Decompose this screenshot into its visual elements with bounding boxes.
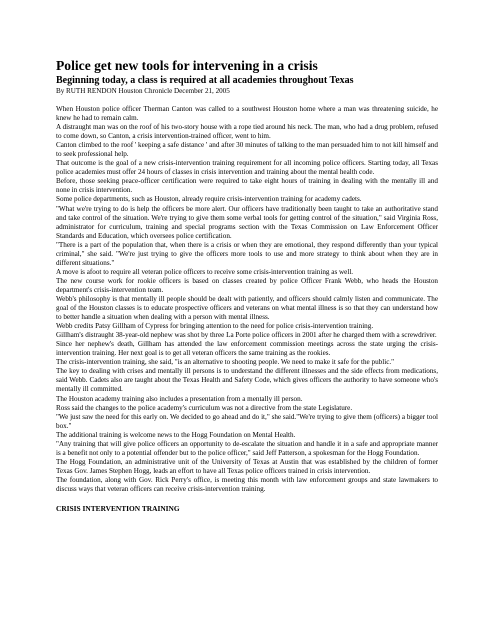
paragraph: Ross said the changes to the police academy's curriculum was not a directive from the state Legislature. [56, 403, 353, 412]
paragraph: Gillham's distraught 38-year-old nephew was shot by three La Porte police officers in 2001 after he charged them with a screwdriver. [56, 331, 437, 340]
headline: Police get new tools for intervening in a crisis [56, 58, 318, 73]
paragraph: Some police departments, such as Houston, already require crisis-intervention training for academy cadets. [56, 195, 362, 204]
paragraph: "Any training that will give police officers an opportunity to de-escalate the situation and handle it in a safe and appropriate manner is a benefit not only to a potential offender but to the police officer," said Jeff Patterson, a spokesman for the Hogg Foundation. [56, 439, 438, 457]
paragraph: The crisis-intervention training, she said, "is an alternative to shooting people. We need to make it safe for the public." [56, 358, 395, 367]
paragraph: A move is afoot to require all veteran police officers to receive some crisis-intervention training as well. [56, 267, 354, 276]
section-heading: CRISIS INTERVENTION TRAINING [56, 504, 180, 514]
paragraph: When Houston police officer Therman Canton was called to a southwest Houston home where a man was threatening suicide, he knew he had to remain calm. [56, 105, 438, 123]
paragraph: Since her nephew's death, Gillham has attended the law enforcement commission meetings across the state urging the crisis-intervention training. Her next goal is to get all veteran officers the same training as the rookies. [56, 340, 438, 358]
paragraph: That outcome is the goal of a new crisis-intervention training requirement for all incoming police officers. Starting today, all Texas police academies must offer 24 hours of classes in crisis intervention and training about the mental health code. [56, 159, 438, 177]
paragraph: Before, those seeking peace-officer certification were required to take eight hours of training in dealing with the mentally ill and none in crisis intervention. [56, 177, 438, 195]
paragraph: The additional training is welcome news to the Hogg Foundation on Mental Health. [56, 430, 296, 439]
subheadline: Beginning today, a class is required at all academies throughout Texas [56, 75, 354, 86]
paragraph: The Houston academy training also includes a presentation from a mentally ill person. [56, 394, 303, 403]
paragraph: The foundation, along with Gov. Rick Perry's office, is meeting this month with law enforcement groups and state lawmakers to discuss ways that veteran officers can receive crisis-intervention training. [56, 475, 438, 493]
byline: By RUTH RENDON Houston Chronicle December 21, 2005 [56, 87, 230, 95]
paragraph: The key to dealing with crises and mentally ill persons is to understand the different illnesses and the side effects from medications, said Webb. Cadets also are taught about the Texas Health and Safety Code, which gives officers the authority to have someone who's mentally ill committed. [56, 367, 438, 394]
paragraph: "We just saw the need for this early on. We decided to go ahead and do it," she said."We're trying to give them (officers) a bigger tool box." [56, 412, 438, 430]
paragraph: Canton climbed to the roof ' keeping a safe distance ' and after 30 minutes of talking to the man persuaded him to not kill himself and to seek professional help. [56, 141, 438, 159]
paragraph: The new course work for rookie officers is based on classes created by police Officer Frank Webb, who heads the Houston department's crisis-intervention team. [56, 276, 438, 294]
article-body [56, 105, 438, 494]
paragraph: Webb's philosophy is that mentally ill people should be dealt with patiently, and officers should calmly listen and communicate. The goal of the Houston classes is to educate prospective officers and veterans on what mental illness is so that they can understand how to better handle a situation when dealing with a person with mental illness. [56, 294, 438, 322]
paragraph: "What we're trying to do is help the officers be more alert. Our officers have traditionally been taught to take an authoritative stand and take control of the situation. We're trying to give them some verbal tools for getting control of the situation," said Virginia Ross, administrator for curriculum, training and special programs section with the Texas Commission on Law Enforcement Officer Standards and Education, which oversees police certification. [56, 204, 438, 240]
paragraph: Webb credits Patsy Gillham of Cypress for bringing attention to the need for police crisis-intervention training. [56, 322, 374, 331]
paragraph: A distraught man was on the roof of his two-story house with a rope tied around his neck. The man, who had a drug problem, refused to come down, so Canton, a crisis intervention-trained officer, went to him. [56, 123, 438, 141]
paragraph: The Hogg Foundation, an administrative unit of the University of Texas at Austin that was established by the children of former Texas Gov. James Stephen Hogg, leads an effort to have all Texas police officers trained in crisis intervention. [56, 457, 438, 475]
paragraph: "There is a part of the population that, when there is a crisis or when they are emotional, they respond differently than your typical criminal," she said. "We're just trying to give the officers more tools to use and more strategy to think about when they are in different situations." [56, 240, 438, 267]
